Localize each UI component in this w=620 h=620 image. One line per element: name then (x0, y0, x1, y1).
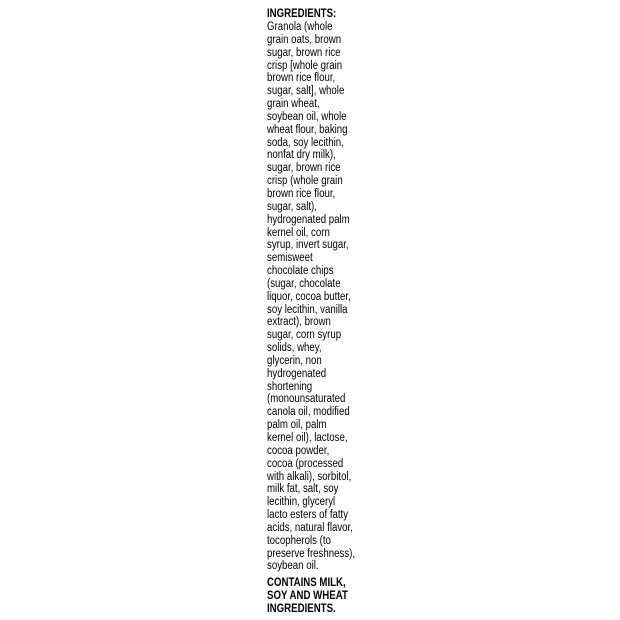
ingredient-line: sugar, salt), (267, 200, 317, 213)
ingredient-line: sugar, brown rice (267, 162, 341, 175)
ingredients-label (267, 8, 367, 616)
ingredient-line: cocoa (processed (267, 457, 344, 470)
ingredient-line: palm oil, palm (267, 419, 327, 432)
ingredient-line: (monounsaturated (267, 393, 346, 406)
ingredient-line: shortening (267, 380, 313, 393)
allergen-line: CONTAINS MILK, (267, 577, 346, 590)
ingredient-line: cocoa powder, (267, 444, 330, 457)
ingredient-line: semisweet (267, 252, 313, 265)
ingredient-line: grain oats, brown (267, 33, 342, 46)
ingredient-line: extract), brown (267, 316, 331, 329)
ingredient-line: chocolate chips (267, 265, 334, 278)
ingredient-line: crisp [whole grain (267, 59, 343, 72)
ingredient-line: hydrogenated (267, 367, 327, 380)
ingredient-line: crisp (whole grain (267, 175, 343, 188)
ingredient-line: kernel oil, corn (267, 226, 330, 239)
ingredient-line: preserve freshness), (267, 547, 356, 560)
ingredient-line: brown rice flour, (267, 187, 336, 200)
ingredient-line: solids, whey, (267, 342, 322, 355)
ingredient-line: (sugar, chocolate (267, 277, 341, 290)
ingredient-line: tocopherols (to (267, 534, 331, 547)
ingredient-line: milk fat, salt, soy (267, 483, 339, 496)
ingredient-line: acids, natural flavor, (267, 521, 353, 534)
ingredient-line: canola oil, modified (267, 406, 350, 419)
ingredient-line: brown rice flour, (267, 72, 336, 85)
ingredients-list (267, 21, 367, 573)
ingredient-line: liquor, cocoa butter, (267, 290, 351, 303)
ingredient-line: Granola (whole (267, 21, 333, 33)
ingredient-line: with alkali), sorbitol, (267, 470, 352, 483)
ingredient-line: lacto esters of fatty (267, 509, 349, 522)
ingredient-line: glycerin, non (267, 354, 322, 367)
ingredient-line: grain wheat, (267, 98, 320, 111)
ingredient-line: soybean oil. (267, 560, 319, 573)
ingredient-line: sugar, brown rice (267, 46, 341, 59)
ingredient-line: sugar, corn syrup (267, 329, 342, 342)
ingredient-line: kernel oil), lactose, (267, 432, 348, 444)
ingredient-line: nonfat dry milk), (267, 149, 336, 162)
allergen-line: SOY AND WHEAT (267, 590, 348, 603)
allergen-statement (267, 577, 367, 616)
ingredient-line: lecithin, glyceryl (267, 496, 336, 509)
ingredient-line: soda, soy lecithin, (267, 136, 344, 149)
ingredients-heading: INGREDIENTS: (267, 8, 337, 20)
ingredient-line: sugar, salt], whole (267, 85, 345, 98)
ingredient-line: wheat flour, baking (267, 123, 348, 136)
ingredient-line: soybean oil, whole (267, 110, 347, 123)
ingredient-line: syrup, invert sugar, (267, 239, 349, 252)
ingredient-line: soy lecithin, vanilla (267, 303, 348, 316)
allergen-line: INGREDIENTS. (267, 602, 336, 615)
ingredient-line: hydrogenated palm (267, 213, 350, 226)
